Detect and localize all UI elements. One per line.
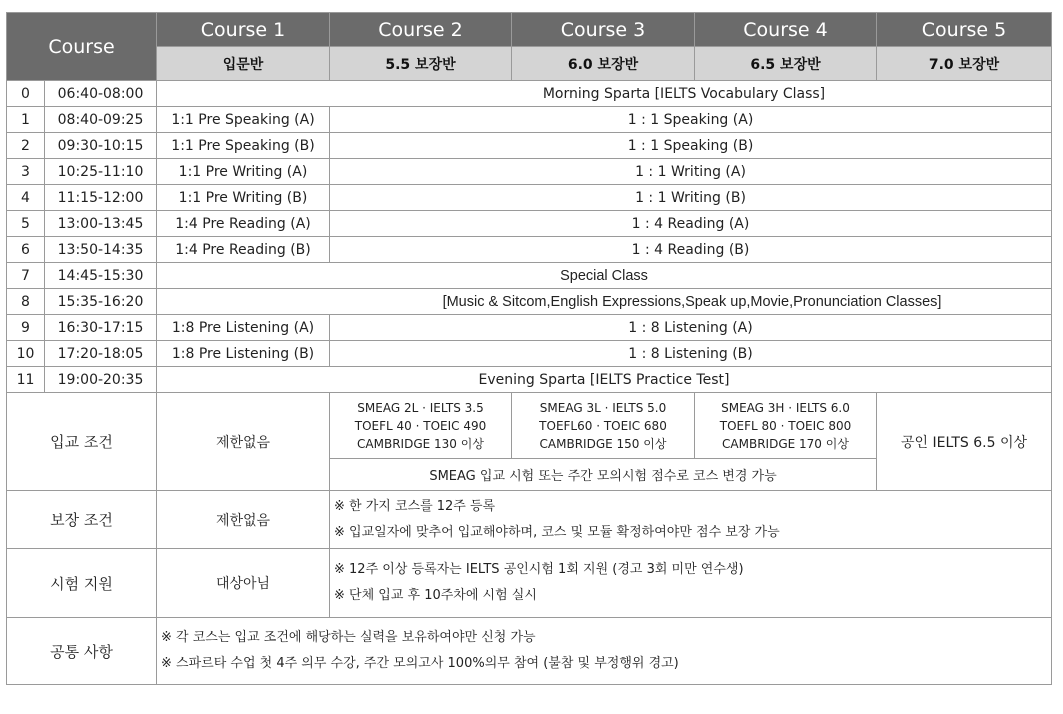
class-all-courses: Special Class bbox=[157, 263, 1052, 289]
guarantee-notes: ※ 한 가지 코스를 12주 등록 ※ 입교일자에 맞추어 입교해야하며, 코스 및 모듈 확정하여야만 점수 보장 가능 bbox=[330, 491, 1052, 549]
class-courses-2-5: 1 : 1 Speaking (B) bbox=[330, 133, 1052, 159]
period-time: 19:00-20:35 bbox=[45, 367, 157, 393]
table-row bbox=[7, 81, 1052, 107]
class-course-1: 1:1 Pre Writing (B) bbox=[157, 185, 330, 211]
admission-course-3: SMEAG 3L · IELTS 5.0 TOEFL60 · TOEIC 680 CAMBRIDGE 150 이상 bbox=[512, 393, 695, 459]
course-4-header: Course 4 bbox=[695, 13, 877, 47]
course-5-level: 7.0 보장반 bbox=[877, 47, 1052, 81]
table-row bbox=[7, 341, 1052, 367]
schedule-table bbox=[6, 12, 1052, 685]
course-1-header: Course 1 bbox=[157, 13, 330, 47]
period-number: 10 bbox=[7, 341, 45, 367]
exam-course-1: 대상아님 bbox=[157, 549, 330, 618]
class-courses-2-5: 1 : 1 Speaking (A) bbox=[330, 107, 1052, 133]
class-course-1: 1:4 Pre Reading (A) bbox=[157, 211, 330, 237]
class-courses-2-5: 1 : 4 Reading (B) bbox=[330, 237, 1052, 263]
course-5-header: Course 5 bbox=[877, 13, 1052, 47]
class-course-1: 1:1 Pre Speaking (B) bbox=[157, 133, 330, 159]
table-row bbox=[7, 159, 1052, 185]
class-course-1: 1:8 Pre Listening (A) bbox=[157, 315, 330, 341]
table-row bbox=[7, 263, 1052, 289]
table-row bbox=[7, 133, 1052, 159]
exam-label: 시험 지원 bbox=[7, 549, 157, 618]
period-time: 11:15-12:00 bbox=[45, 185, 157, 211]
course-change-note: SMEAG 입교 시험 또는 주간 모의시험 점수로 코스 변경 가능 bbox=[330, 459, 877, 491]
class-course-1: 1:4 Pre Reading (B) bbox=[157, 237, 330, 263]
course-2-header: Course 2 bbox=[330, 13, 512, 47]
period-time: 08:40-09:25 bbox=[45, 107, 157, 133]
period-time: 09:30-10:15 bbox=[45, 133, 157, 159]
table-row bbox=[7, 185, 1052, 211]
course-header: Course bbox=[7, 13, 157, 81]
class-all-courses: Morning Sparta [IELTS Vocabulary Class] bbox=[157, 81, 1052, 107]
class-courses-2-5: 1 : 1 Writing (A) bbox=[330, 159, 1052, 185]
period-time: 16:30-17:15 bbox=[45, 315, 157, 341]
class-course-1: 1:8 Pre Listening (B) bbox=[157, 341, 330, 367]
period-number: 11 bbox=[7, 367, 45, 393]
table-row bbox=[7, 289, 1052, 315]
course-2-level: 5.5 보장반 bbox=[330, 47, 512, 81]
guarantee-course-1: 제한없음 bbox=[157, 491, 330, 549]
period-number: 7 bbox=[7, 263, 45, 289]
period-number: 3 bbox=[7, 159, 45, 185]
period-number: 4 bbox=[7, 185, 45, 211]
period-number: 9 bbox=[7, 315, 45, 341]
period-time: 17:20-18:05 bbox=[45, 341, 157, 367]
class-courses-2-5: 1 : 4 Reading (A) bbox=[330, 211, 1052, 237]
common-notes: ※ 각 코스는 입교 조건에 해당하는 실력을 보유하여야만 신청 가능 ※ 스파르타 수업 첫 4주 의무 수강, 주간 모의고사 100%의무 참여 (불참 및 부정행위 경고) bbox=[157, 618, 1052, 685]
period-number: 1 bbox=[7, 107, 45, 133]
table-row bbox=[7, 237, 1052, 263]
period-number: 5 bbox=[7, 211, 45, 237]
course-3-header: Course 3 bbox=[512, 13, 695, 47]
period-time: 10:25-11:10 bbox=[45, 159, 157, 185]
table-row bbox=[7, 315, 1052, 341]
class-courses-2-5: 1 : 1 Writing (B) bbox=[330, 185, 1052, 211]
class-courses-2-5: 1 : 8 Listening (A) bbox=[330, 315, 1052, 341]
course-1-level: 입문반 bbox=[157, 47, 330, 81]
period-time: 06:40-08:00 bbox=[45, 81, 157, 107]
admission-label: 입교 조건 bbox=[7, 393, 157, 491]
admission-course-1: 제한없음 bbox=[157, 393, 330, 491]
admission-course-5: 공인 IELTS 6.5 이상 bbox=[877, 393, 1052, 491]
period-number: 6 bbox=[7, 237, 45, 263]
period-time: 13:50-14:35 bbox=[45, 237, 157, 263]
period-time: 15:35-16:20 bbox=[45, 289, 157, 315]
period-number: 0 bbox=[7, 81, 45, 107]
period-number: 8 bbox=[7, 289, 45, 315]
class-course-1: 1:1 Pre Writing (A) bbox=[157, 159, 330, 185]
period-time: 13:00-13:45 bbox=[45, 211, 157, 237]
table-row bbox=[7, 107, 1052, 133]
class-all-courses: Evening Sparta [IELTS Practice Test] bbox=[157, 367, 1052, 393]
guarantee-label: 보장 조건 bbox=[7, 491, 157, 549]
common-label: 공통 사항 bbox=[7, 618, 157, 685]
admission-course-2: SMEAG 2L · IELTS 3.5 TOEFL 40 · TOEIC 490 CAMBRIDGE 130 이상 bbox=[330, 393, 512, 459]
period-number: 2 bbox=[7, 133, 45, 159]
course-3-level: 6.0 보장반 bbox=[512, 47, 695, 81]
table-row bbox=[7, 211, 1052, 237]
course-4-level: 6.5 보장반 bbox=[695, 47, 877, 81]
admission-course-4: SMEAG 3H · IELTS 6.0 TOEFL 80 · TOEIC 800 CAMBRIDGE 170 이상 bbox=[695, 393, 877, 459]
class-courses-2-5: 1 : 8 Listening (B) bbox=[330, 341, 1052, 367]
period-time: 14:45-15:30 bbox=[45, 263, 157, 289]
table-row bbox=[7, 367, 1052, 393]
class-all-courses: [Music & Sitcom,English Expressions,Speak up,Movie,Pronunciation Classes] bbox=[157, 289, 1052, 315]
class-course-1: 1:1 Pre Speaking (A) bbox=[157, 107, 330, 133]
exam-notes: ※ 12주 이상 등록자는 IELTS 공인시험 1회 지원 (경고 3회 미만 연수생) ※ 단체 입교 후 10주차에 시험 실시 bbox=[330, 549, 1052, 618]
